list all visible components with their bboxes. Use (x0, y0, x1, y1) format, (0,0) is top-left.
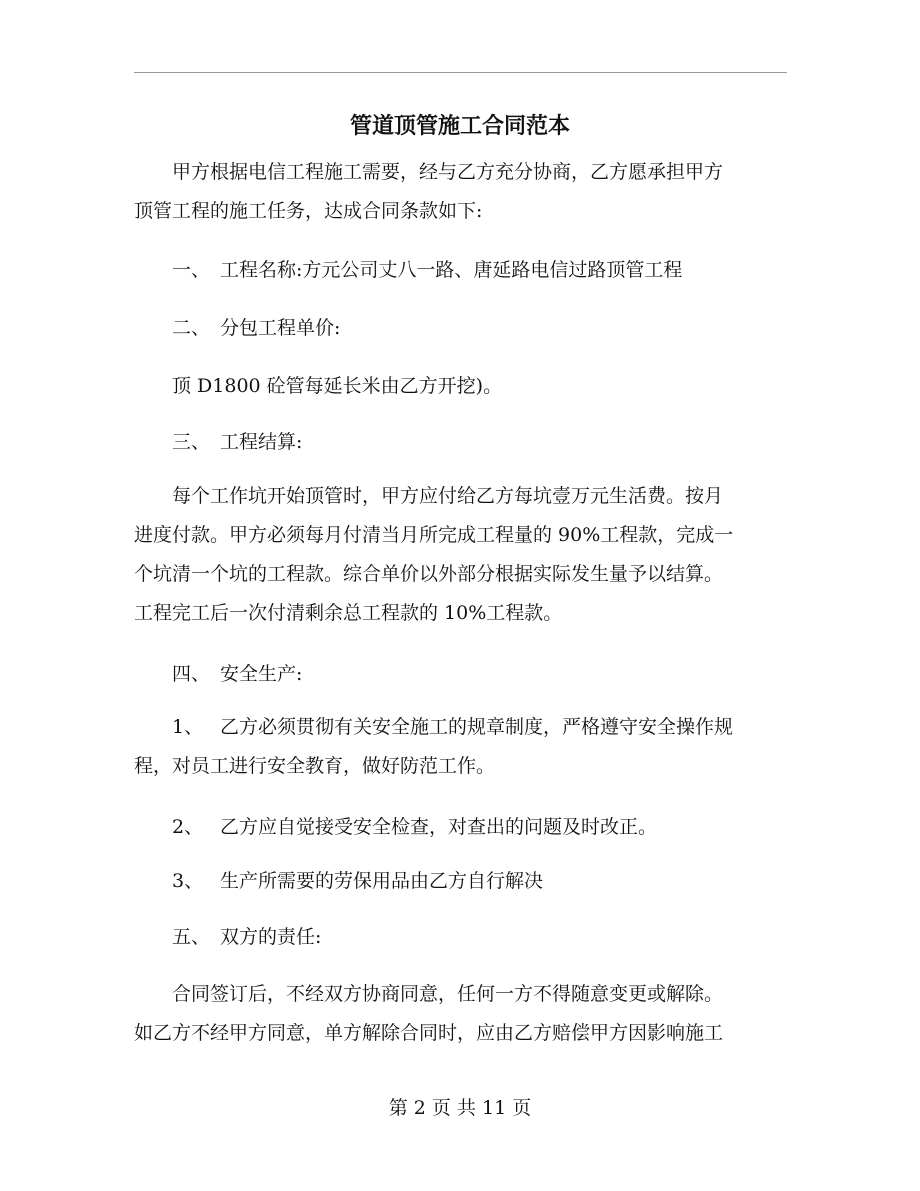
safety-item-2 (134, 808, 794, 847)
intro-line-1: 甲方根据电信工程施工需要，经与乙方充分协商，乙方愿承担甲方 (172, 161, 724, 183)
safety-item-3 (134, 862, 794, 901)
section-3-heading (134, 423, 794, 462)
section-3-text: 工程结算: (220, 431, 303, 453)
section-1-text: 工程名称:方元公司丈八一路、唐延路电信过路顶管工程 (220, 259, 683, 281)
header-rule (134, 72, 787, 73)
responsibility-paragraph (134, 975, 794, 1053)
safety-item-1-continuation: 程，对员工进行安全教育，做好防范工作。 (134, 755, 496, 777)
settlement-line-4: 工程完工后一次付清剩余总工程款的 10%工程款。 (134, 602, 563, 624)
safety-item-3-number: 3、 (172, 870, 204, 892)
price-line: 顶 D1800 砼管每延长米由乙方开挖)。 (172, 375, 503, 397)
safety-item-1 (134, 708, 794, 786)
safety-item-1-number: 1、 (172, 716, 204, 738)
section-1-heading (134, 251, 794, 290)
page-number-footer: 第 2 页 共 11 页 (388, 1097, 532, 1119)
settlement-line-3: 个坑清一个坑的工程款。综合单价以外部分根据实际发生量予以结算。 (134, 563, 724, 585)
section-4-heading (134, 655, 794, 694)
responsibility-line-2: 如乙方不经甲方同意，单方解除合同时，应由乙方赔偿甲方因影响施工 (134, 1022, 724, 1044)
section-2-heading (134, 309, 794, 348)
page-title: 管道顶管施工合同范本 (349, 113, 570, 139)
section-5-text: 双方的责任: (220, 926, 322, 948)
section-5-heading (134, 918, 794, 957)
section-3-number: 三、 (172, 431, 211, 453)
settlement-line-1: 每个工作坑开始顶管时，甲方应付给乙方每坑壹万元生活费。按月 (172, 485, 724, 507)
section-1-number: 一、 (172, 259, 211, 281)
intro-paragraph (134, 153, 794, 231)
section-4-text: 安全生产: (220, 663, 303, 685)
settlement-paragraph (134, 477, 794, 633)
settlement-line-2: 进度付款。甲方必须每月付清当月所完成工程量的 90%工程款，完成一 (134, 524, 734, 546)
safety-item-2-number: 2、 (172, 816, 204, 838)
safety-item-2-text: 乙方应自觉接受安全检查，对查出的问题及时改正。 (220, 816, 658, 838)
safety-item-1-text: 乙方必须贯彻有关安全施工的规章制度，严格遵守安全操作规 (220, 716, 734, 738)
safety-item-3-text: 生产所需要的劳保用品由乙方自行解决 (220, 870, 544, 892)
section-2-text: 分包工程单价: (220, 317, 341, 339)
responsibility-line-1: 合同签订后，不经双方协商同意，任何一方不得随意变更或解除。 (172, 983, 724, 1005)
intro-line-2: 顶管工程的施工任务，达成合同条款如下: (134, 200, 483, 222)
section-4-number: 四、 (172, 663, 211, 685)
price-paragraph (134, 367, 794, 406)
section-5-number: 五、 (172, 926, 211, 948)
section-2-number: 二、 (172, 317, 211, 339)
